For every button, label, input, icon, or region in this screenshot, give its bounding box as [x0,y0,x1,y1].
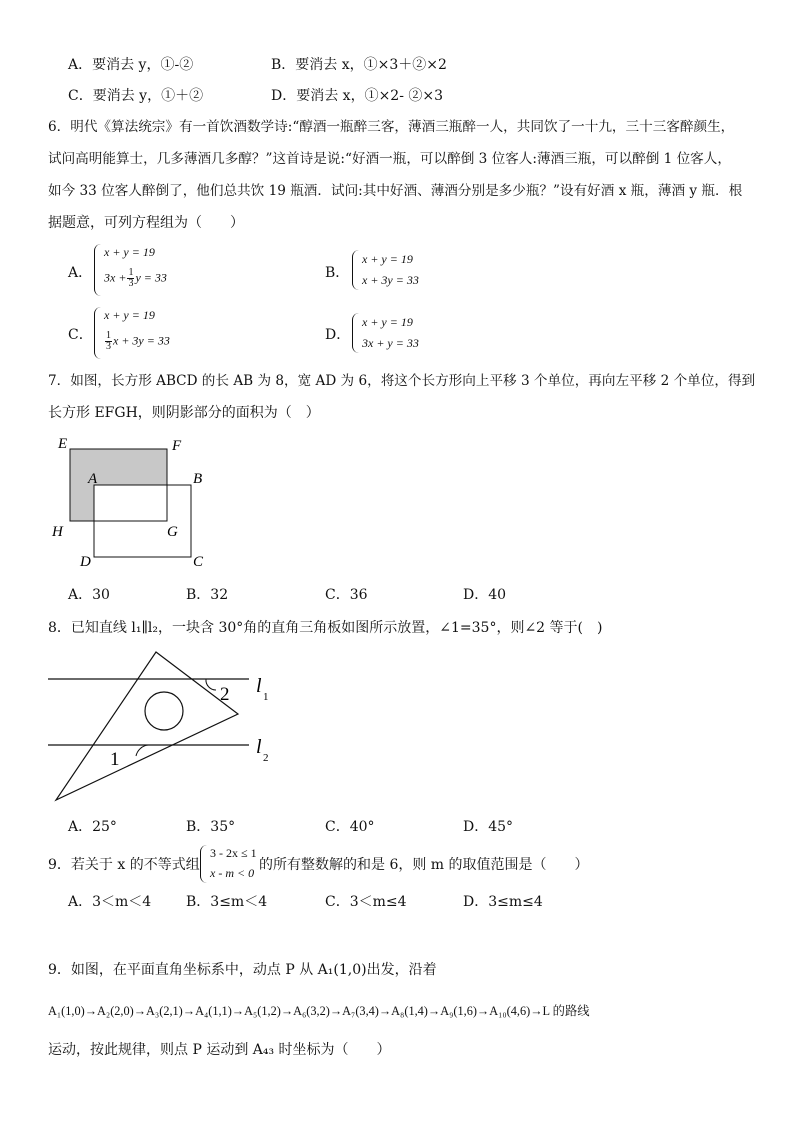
label-d: D [80,554,91,570]
q9-prefix: 9．若关于 x 的不等式组 [48,857,200,873]
q5-option-c: C．要消去 y，①＋② [68,88,204,104]
q9-option-c: C．3＜m≤4 [325,894,407,910]
q9-option-a: A．3＜m＜4 [68,894,152,910]
q9-ineq2: x - m < 0 [210,866,255,880]
triangle-hole [145,692,183,730]
q6-c-eq1: x + y = 19 [104,308,155,322]
q8-option-c: C．40° [325,819,375,835]
q10-text-line3: 运动，按此规律，则点 P 运动到 A₄₃ 时坐标为（ ） [48,1042,391,1058]
label-c: C [193,554,204,570]
q6-b-eq2: x + 3y = 33 [362,273,419,287]
q7-text-line1: 7．如图，长方形 ABCD 的长 AB 为 8，宽 AD 为 6，将这个长方形向上平移 3 个单位，再向左平移 2 个单位，得到 [48,373,756,389]
q6-d-eq1: x + y = 19 [362,315,413,329]
label-g: G [167,524,178,540]
q6-option-c-label: C． [68,327,93,343]
q6-text-line4: 据题意，可列方程组为（ ） [48,215,244,231]
l1-label: l [256,675,262,697]
q9-option-d: D．3≤m≤4 [463,894,543,910]
q6-text-line3: 如今 33 位客人醉倒了，他们总共饮 19 瓶酒．试问:其中好酒、薄酒分别是多少瓶？”设有好酒 x 瓶，薄酒 y 瓶．根 [48,183,743,199]
q6-c-eq2: $\frac{1}{3}$ x + 3y = 33 [106,330,170,352]
label-b: B [193,471,203,487]
q9-inequality-system [200,845,262,883]
q6-text-line2: 试问高明能算士，几多薄酒几多醇？”这首诗是说:“好酒一瓶，可以醉倒 3 位客人:薄酒三瓶，可以醉倒 1 位客人， [48,151,731,167]
q6-option-a-system [94,244,204,296]
label-h: H [52,524,63,540]
q8-option-d: D．45° [463,819,514,835]
q7-rectangle-figure [50,432,220,572]
label-f: F [172,438,182,454]
q6-option-d-label: D． [325,327,351,343]
q6-text-line1: 6．明代《算法统宗》有一首饮酒数学诗:“醇酒一瓶醉三客，薄酒三瓶醉一人，共同饮了一十九，三十三客醉颜生， [48,119,735,135]
q8-triangle-figure [44,648,284,806]
q6-a-eq1: x + y = 19 [104,245,155,259]
q7-option-b: B．32 [186,587,229,603]
q6-a-eq2: 3x + $\frac{1}{3}$ y = 33 [104,267,167,289]
q10-text-line1: 9．如图，在平面直角坐标系中，动点 P 从 A₁(1,0)出发，沿着 [48,962,437,978]
q5-option-a: A．要消去 y，①-② [68,57,194,73]
q7-option-a: A．30 [68,587,110,603]
q6-option-d-system [352,313,442,353]
q6-option-b-label: B． [325,265,350,281]
q6-option-b-system [352,250,442,290]
q9-ineq1: 3 - 2x ≤ 1 [210,846,257,860]
q7-option-c: C．36 [325,587,368,603]
q9-option-b: B．3≤m＜4 [186,894,268,910]
angle-1-label: 1 [110,749,120,770]
angle-2-label: 2 [220,684,230,705]
q8-option-a: A．25° [68,819,117,835]
q8-text-line1: 8．已知直线 l₁∥l₂，一块含 30°角的直角三角板如图所示放置，∠1=35°，则∠2 等于( ) [48,620,603,636]
q6-option-a-label: A． [68,265,93,281]
q9-suffix: 的所有整数解的和是 6，则 m 的取值范围是（ ） [259,857,589,873]
q7-text-line2: 长方形 EFGH，则阴影部分的面积为（ ） [48,405,320,421]
q5-option-b: B．要消去 x，①×3＋②×2 [271,57,447,73]
triangle-set-square [56,652,238,800]
q10-path-sequence: A₁(1,0)→A₂(2,0)→A₃(2,1)→A₄(1,1)→A₅(1,2)→A₆(3,2)→A₇(3,4)→A₈(1,4)→A₉(1,6)→A₁₀(4,6)→L 的路线 [48,1004,590,1018]
l2-sub: 2 [263,752,269,764]
q5-option-d: D．要消去 x，①×2- ②×3 [271,88,444,104]
q6-b-eq1: x + y = 19 [362,252,413,266]
label-a: A [88,471,98,487]
l2-label: l [256,736,262,758]
label-e: E [58,436,68,452]
q6-option-c-system [94,307,204,359]
l1-sub: 1 [263,691,269,703]
q7-option-d: D．40 [463,587,507,603]
q8-option-b: B．35° [186,819,236,835]
q6-d-eq2: 3x + y = 33 [362,336,419,350]
